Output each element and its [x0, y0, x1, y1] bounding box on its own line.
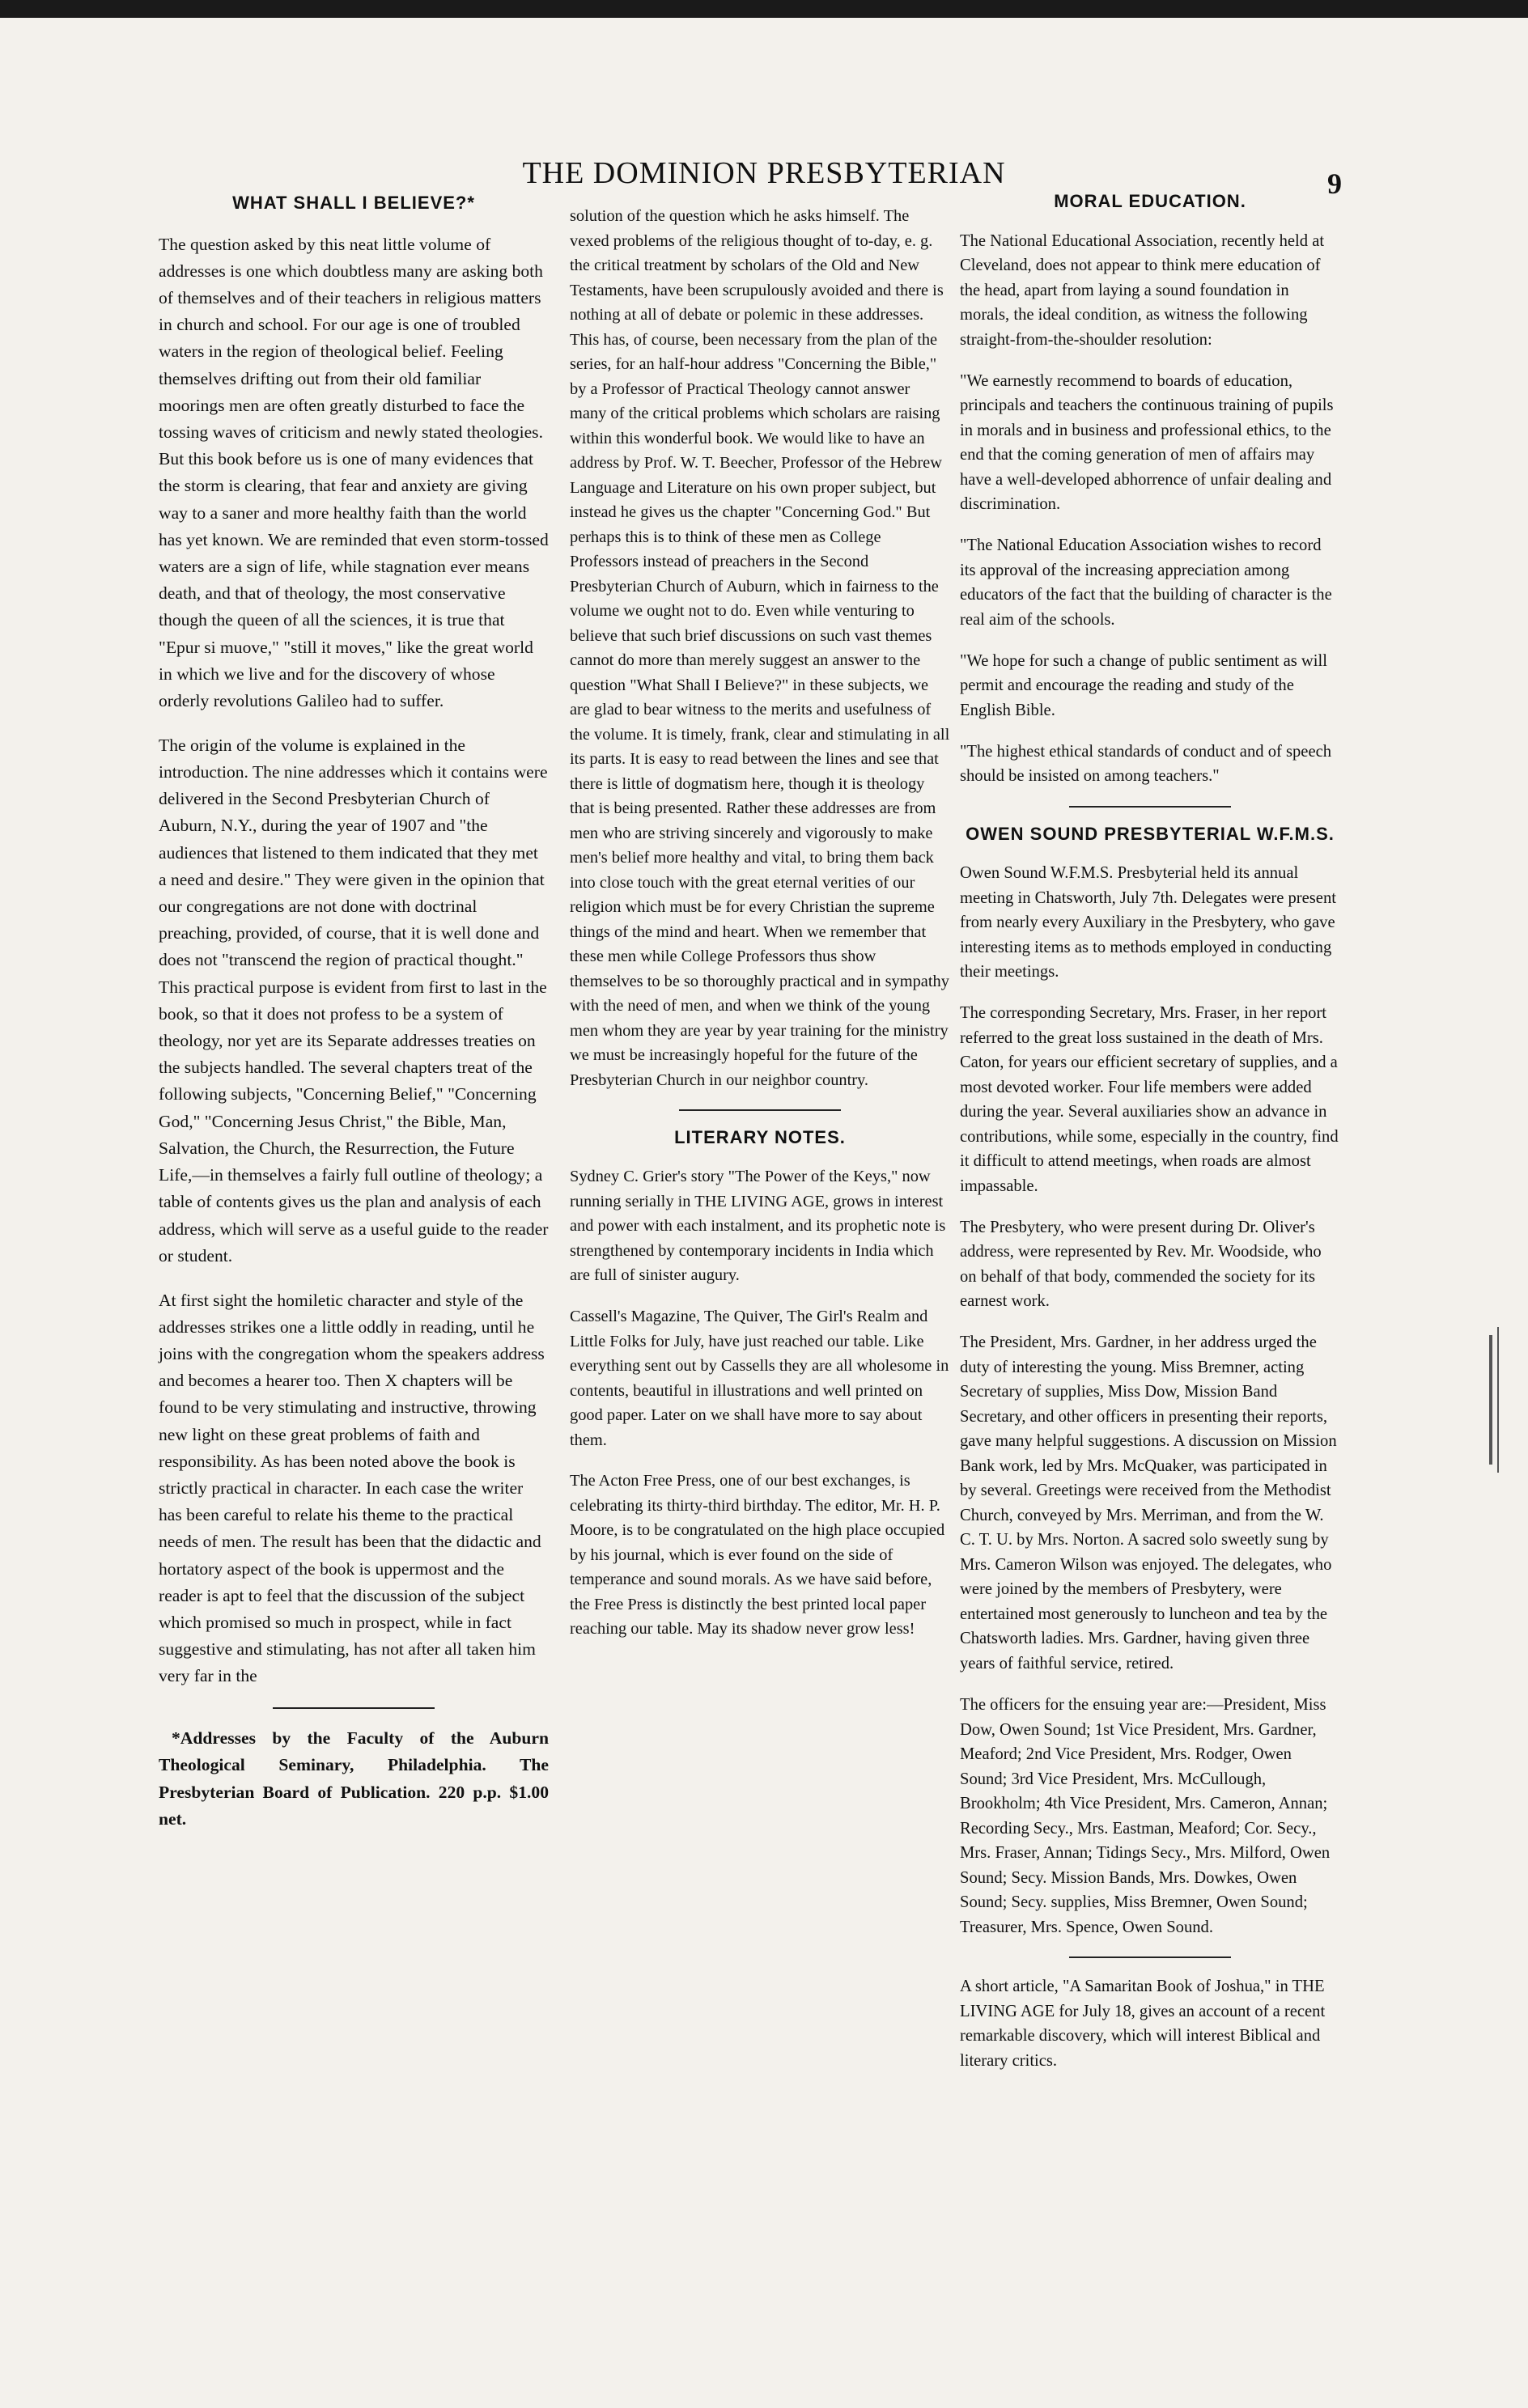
scan-edge-mark	[1497, 1327, 1499, 1473]
article-heading-believe: WHAT SHALL I BELIEVE?*	[232, 193, 475, 213]
article-paragraph: The National Educational Association, recently held at Cleveland, does not appear to think mere education of the head, apart from laying a sound foundation in morals, the ideal condition, as witness the following straight-from-the-shoulder resolution:	[960, 231, 1325, 349]
article-paragraph: "We hope for such a change of public sentiment as will permit and encourage the reading and study of the English Bible.	[960, 651, 1327, 719]
article-paragraph: The President, Mrs. Gardner, in her address urged the duty of interesting the young. Miss Bremner, acting Secretary of supplies, Miss Dow, Mission Band Secretary, and other officers in presenting their reports, gave many helpful suggestions. A discussion on Mission Bank work, led by Mrs. McQuaker, was participated in by several. Greetings were received from the Methodist Church, conveyed by Mrs. Merriman, and from the W. C. T. U. by Mrs. Norton. A sacred solo sweetly sung by Mrs. Cameron Wilson was enjoyed. The delegates, who were joined by the members of Presbytery, were entertained most generously to luncheon and tea by the Chatsworth ladies. Mrs. Gardner, having given three years of faithful service, retired.	[960, 1333, 1337, 1672]
divider-rule	[679, 1109, 841, 1111]
note-paragraph: The Acton Free Press, one of our best exchanges, is celebrating its thirty-third birthday. The editor, Mr. H. P. Moore, is to be congratulated on the high place occupied by his journal, which is ever found on the side of temperance and sound morals. As we have said before, the Free Press is distinctly the best printed local paper reaching our table. May its shadow never grow less!	[570, 1472, 945, 1639]
section-heading-owen-sound: OWEN SOUND PRESBYTERIAL W.F.M.S.	[966, 823, 1335, 844]
article-paragraph: solution of the question which he asks himself. The vexed problems of the religious thought of to-day, e. g. the critical treatment by scholars of the Old and New Testaments, have been scrupulously avoided and there is nothing at all of debate or polemic in these addresses. This has, of course, been necessary from the plan of the series, for an half-hour address "Concerning the Bible," by a Professor of Practical Theology cannot answer many of the critical problems which scholars are raising within this wonderful book. We would like to have an address by Prof. W. T. Beecher, Professor of the Hebrew Language and Literature on his own proper subject, but instead he gives us the chapter "Concerning God." But perhaps this is to think of these men as College Professors instead of preachers in the Second Presbyterian Church of Auburn, which in fairness to the volume we ought not to do. Even while venturing to believe that such brief discussions on such vast themes cannot do more than merely suggest an answer to the question "What Shall I Believe?" in these subjects, we are glad to bear witness to the merits and usefulness of the volume. It is timely, frank, clear and stimulating in all its parts. It is easy to read between the lines and see that there is little of dogmatism here, though it is theology that is being presented. Rather these addresses are from men who are striving sincerely and vigorously to make men's belief more healthy and vital, to bring them back into close touch with the great eternal verities of our religion which must be for every Christian the supreme things of the mind and heart. When we remember that these men while College Professors thus show themselves to be so thoroughly practical and in sympathy with the need of men, and when we think of the young men whom they are year by year training for the ministry we must be increasingly hopeful for the future of the Presbyterian Church in our neighbor country.	[570, 207, 950, 1089]
article-paragraph: The officers for the ensuing year are:—President, Miss Dow, Owen Sound; 1st Vice President, Mrs. Gardner, Meaford; 2nd Vice President, Mrs. Rodger, Owen Sound; 3rd Vice President, Mrs. McCullough, Brookholm; 4th Vice President, Mrs. Cameron, Annan; Recording Secy., Mrs. Eastman, Meaford; Cor. Secy., Mrs. Fraser, Annan; Tidings Secy., Mrs. Milford, Owen Sound; Secy. Mission Bands, Mrs. Dowkes, Owen Sound; Secy. supplies, Miss Bremner, Owen Sound; Treasurer, Mrs. Spence, Owen Sound.	[960, 1696, 1331, 1936]
article-paragraph: The origin of the volume is explained in the introduction. The nine addresses which it contains were delivered in the Second Presbyterian Church of Auburn, N.Y., during the year of 1907 and "the audiences that listened to them indicated that they met a need and desire." They were given in the opinion that our congregations are not done with doctrinal preaching, provided, of course, that it is well done and does not "transcend the region of practical thought." This practical purpose is evident from first to last in the book, so that it does not profess to be a system of theology, nor yet are its Separate addresses treaties on the subjects handled. The several chapters treat of the following subjects, "Concerning Belief," "Concerning God," "Concerning Jesus Christ," the Bible, Man, Salvation, the Church, the Resurrection, the Future Life,—in themselves a fairly full outline of theology; a table of contents gives us the plan and analysis of each address, which will serve as a useful guide to the reader or student.	[159, 735, 549, 1265]
divider-rule	[1069, 806, 1231, 808]
section-heading-literary-notes: LITERARY NOTES.	[674, 1126, 846, 1147]
article-paragraph: The Presbytery, who were present during Dr. Oliver's address, were represented by Rev. Mr. Woodside, who on behalf of that body, commended the society for its earnest work.	[960, 1218, 1322, 1311]
article-paragraph: "We earnestly recommend to boards of education, principals and teachers the continuous training of pupils in morals and in business and professional ethics, to the end that the coming generation of men of affairs may have a well-developed abhorrence of unfair dealing and discrimination.	[960, 371, 1334, 514]
scan-top-edge	[0, 0, 1528, 18]
scan-edge-mark	[1489, 1335, 1492, 1465]
column-what-shall-i-believe	[159, 188, 549, 1833]
article-paragraph: "The highest ethical standards of conduct and of speech should be insisted on among teachers."	[960, 742, 1332, 786]
column-moral-education-wfms	[960, 188, 1340, 2090]
page-number: 9	[1327, 167, 1342, 200]
article-paragraph: "The National Education Association wishes to record its approval of the increasing appreciation among educators of the fact that the building of character is the real aim of the schools.	[960, 536, 1332, 629]
article-paragraph: The corresponding Secretary, Mrs. Fraser, in her report referred to the great loss sustained in the death of Mrs. Caton, for years our efficient secretary of supplies, and a most devoted worker. Four life members were added during the year. Several auxiliaries show an advance in contributions, while some, especially in the country, find it difficult to attend meetings, when roads are almost impassable.	[960, 1004, 1339, 1195]
article-paragraph: At first sight the homiletic character and style of the addresses strikes one a little oddly in reading, until he joins with the congregation whom the speakers address and becomes a hearer too. Then X chapters will be found to be very stimulating and instructive, throwing new light on these great problems of faith and responsibility. As has been noted above the book is strictly practical in character. In each case the writer has been careful to relate his theme to the practical needs of men. The result has been that the didactic and hortatory aspect of the book is uppermost and the reader is apt to feel that the discussion of the subject which promised so much in prospect, while in fact suggestive and stimulating, has not after all taken him very far in the	[159, 1290, 545, 1686]
column-continuation-and-literary-notes	[570, 188, 950, 1658]
masthead: THE DOMINION PRESBYTERIAN	[522, 156, 1006, 190]
article-paragraph: The question asked by this neat little volume of addresses is one which doubtless many are asking both of themselves and of their teachers in religious matters in church and school. For our age is one of troubled waters in the region of theological belief. Feeling themselves drifting out from their old familiar moorings men are often greatly disturbed to face the tossing waves of criticism and newly stated theologies. But this book before us is one of many evidences that the storm is clearing, that fear and anxiety are giving way to a saner and more healthy faith than the world has yet known. We are reminded that even storm-tossed waters are a sign of life, while stagnation ever means death, and that of theology, the most conservative though the queen of all the sciences, it is true that "Epur si muove," "still it moves," like the great world in which we live and for the discovery of whose orderly revolutions Galileo had to suffer.	[159, 234, 549, 711]
divider-rule	[273, 1707, 435, 1709]
section-heading-moral-education: MORAL EDUCATION.	[1054, 191, 1246, 211]
footnote: *Addresses by the Faculty of the Auburn Theological Seminary, Philadelphia. The Presbyterian Board of Publication. 220 p.p. $1.00 net.	[159, 1728, 549, 1829]
note-paragraph: Sydney C. Grier's story "The Power of the Keys," now running serially in THE LIVING AGE, grows in interest and power with each instalment, and its prophetic note is strengthened by contemporary incidents in India which are full of sinister augury.	[570, 1168, 946, 1285]
article-paragraph: A short article, "A Samaritan Book of Joshua," in THE LIVING AGE for July 18, gives an account of a recent remarkable discovery, which will interest Biblical and literary critics.	[960, 1978, 1326, 2070]
note-paragraph: Cassell's Magazine, The Quiver, The Girl's Realm and Little Folks for July, have just reached our table. Like everything sent out by Cassells they are all wholesome in contents, beautiful in illustrations and well printed on good paper. Later on we shall have more to say about them.	[570, 1308, 949, 1449]
divider-rule	[1069, 1956, 1231, 1958]
article-paragraph: Owen Sound W.F.M.S. Presbyterial held its annual meeting in Chatsworth, July 7th. Delegates were present from nearly every Auxiliary in the Presbytery, who gave interesting items as to methods employed in conducting their meetings.	[960, 864, 1336, 981]
